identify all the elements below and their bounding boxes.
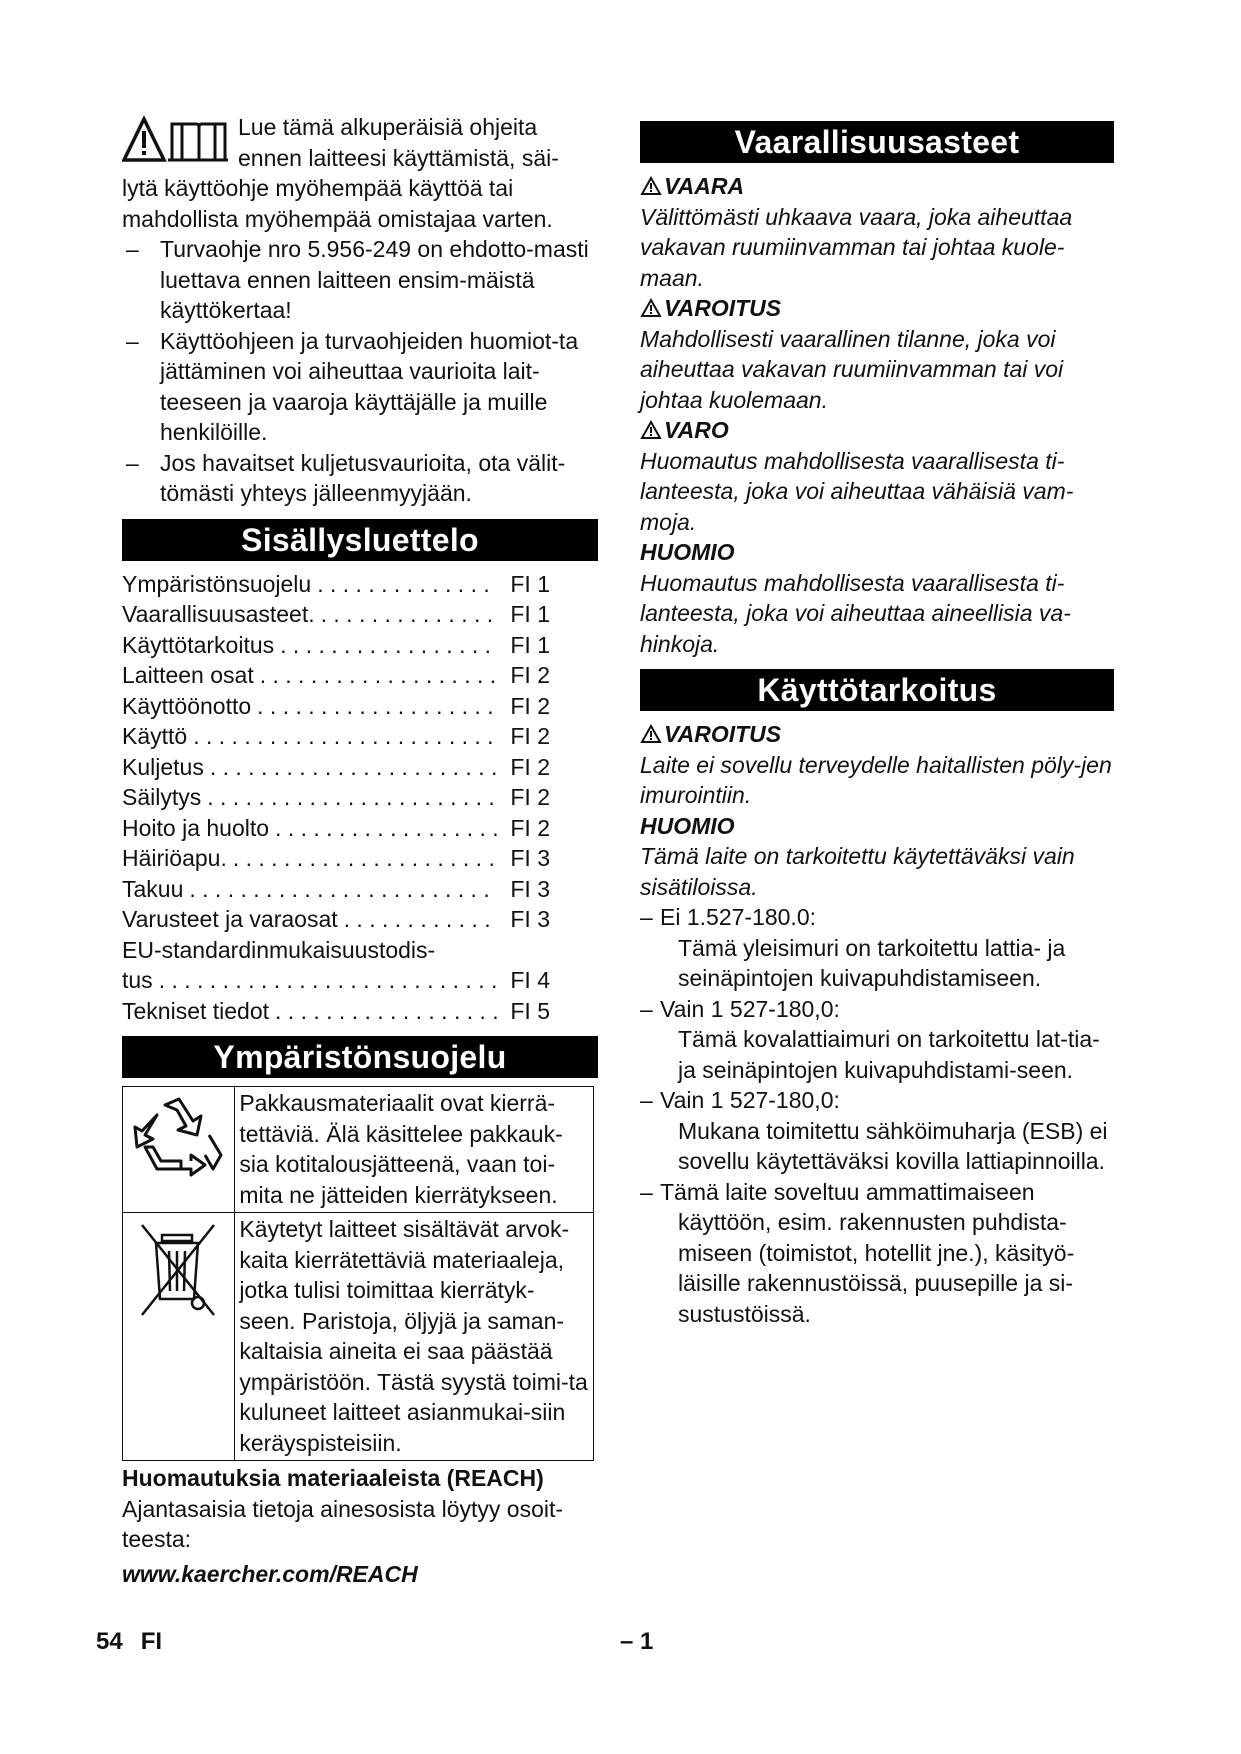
recycle-icon [131,1095,227,1179]
purpose-variant [640,1085,1114,1177]
toc-leader [257,691,498,722]
toc-page: FI 4 [510,967,550,993]
purpose-warning-label-text: VAROITUS [664,721,782,747]
hazard-label-text: HUOMIO [640,539,735,565]
toc-title-eu-line1[interactable]: EU-standardinmukaisuustodis- [122,936,436,963]
hazard-label [640,171,1114,202]
weee-icon-cell [123,1213,235,1461]
warning-triangle-icon [640,298,662,318]
toc-page: FI 1 [510,570,550,597]
variant-head: – Tämä laite soveltuu ammattimaiseen [640,1178,1035,1205]
toc-title: Vaarallisuusasteet. [122,601,315,627]
hazard-item [640,171,1114,293]
toc-heading: Sisällysluettelo [122,519,598,561]
intro-bullet-text: Käyttöohjeen ja turvaohjeiden huomiot-ta jättäminen voi aiheuttaa vaurioita lait-teeseen ja vaaroja käyttäjälle ja muille henkilöille. [160,327,579,445]
toc-title: Hoito ja huolto [122,814,270,841]
toc-title: Laitteen osat [122,662,254,688]
table-of-contents [122,569,598,1027]
variant-body: käyttöön, esim. rakennusten puhdista-miseen (toimistot, hotellit jne.), käsityö-läisille rakennustöissä, puusepille ja si-sustustöissä. [678,1209,1075,1327]
hazard-label-text: VAARA [664,173,745,199]
hazard-item [640,415,1114,537]
recycle-text: Pakkausmateriaalit ovat kierrä-tettäviä. Älä käsittelee pakkauk-sia kotitalousjätteenä, vaan toi-mita ne jätteiden kierrätykseen. [235,1087,594,1213]
toc-page: FI 2 [510,753,550,780]
toc-row[interactable] [122,904,598,935]
warning-triangle-icon [640,420,662,440]
table-row [123,1087,594,1213]
toc-leader [280,630,498,661]
purpose-variant [640,1177,1114,1330]
toc-row[interactable] [122,691,598,722]
left-column [122,112,598,1589]
toc-page: FI 2 [510,723,550,749]
toc-title: Tekniset tiedot [122,997,270,1024]
toc-row[interactable] [122,721,598,752]
hazard-label [640,293,1114,324]
reach-link[interactable]: www.kaercher.com/REACH [122,1560,418,1587]
toc-leader [159,965,498,996]
variant-head: – Vain 1 527-180,0: [640,1087,840,1113]
toc-title: Käyttö [122,723,188,749]
page-number: 54 [96,1628,123,1655]
purpose-variant [640,902,1114,994]
hazard-label [640,537,1114,568]
toc-row[interactable] [122,813,598,844]
hazard-text: Huomautus mahdollisesta vaarallisesta ti-lanteesta, joka voi aiheuttaa aineellisia va-hinkoja. [640,569,1071,657]
intro-bullet: – Turvaohje nro 5.956-249 on ehdotto-masti luettava ennen laitteen ensim-mäistä käyttökertaa! [126,236,589,323]
toc-row[interactable] [122,599,598,630]
variant-head-text: Ei 1.527-180.0: [660,904,817,930]
toc-title: Ympäristönsuojelu [122,570,312,597]
toc-page: FI 2 [510,662,550,688]
toc-page: FI 5 [510,997,550,1024]
right-column [640,112,1114,1329]
variant-head-text: Tämä laite soveltuu ammattimaiseen [660,1178,1035,1205]
toc-page: FI 3 [510,875,550,902]
toc-leader [233,843,498,874]
hazard-text: Välittömästi uhkaava vaara, joka aiheuttaa vakavan ruumiinvamman tai johtaa kuole-maan. [640,203,1073,291]
table-row [123,1213,594,1461]
hazard-text: Mahdollisesti vaarallinen tilanne, joka voi aiheuttaa vakavan ruumiinvamman tai voi johtaa kuolemaan. [640,325,1064,413]
toc-page: FI 2 [510,692,550,719]
toc-row[interactable] [122,843,598,874]
toc-row[interactable] [122,874,598,905]
variant-head-text: Vain 1 527-180,0: [660,995,840,1022]
toc-leader [321,599,498,630]
toc-page: FI 2 [510,814,550,841]
toc-title: Häiriöapu. [122,845,227,871]
toc-row[interactable] [122,782,598,813]
sub-page-number: – 1 [620,1628,654,1655]
hazard-item [640,537,1114,659]
purpose-note-text: Tämä laite on tarkoitettu käytettäväksi vain sisätiloissa. [640,843,1075,900]
recycle-icon-cell [123,1087,235,1213]
hazard-label [640,415,1114,446]
toc-leader [260,660,498,691]
intro-first-line-b: ennen laitteesi käyttämistä, säi- [238,144,559,171]
intro-bullet: – Jos havaitset kuljetusvaurioita, ota välit-tömästi yhteys jälleenmyyjään. [126,449,566,506]
toc-page: FI 3 [510,845,550,871]
hazard-text: Huomautus mahdollisesta vaarallisesta ti-lanteesta, joka voi aiheuttaa vähäisiä vam-moja. [640,447,1074,535]
variant-body: Mukana toimitettu sähköimuharja (ESB) ei sovellu käytettäväksi kovilla lattiapinnoilla. [678,1117,1108,1174]
intro-bullet: – Käyttöohjeen ja turvaohjeiden huomiot-ta jättäminen voi aiheuttaa vaurioita lait-teeseen ja vaaroja käyttäjälle ja muille henkilöille. [126,327,579,445]
purpose-warning-label [640,719,1114,750]
variant-head-text: Vain 1 527-180,0: [660,1087,840,1113]
toc-row[interactable] [122,660,598,691]
toc-title: Takuu [122,875,184,902]
hazard-label-text: VARO [664,417,729,443]
warning-triangle-icon [640,724,662,744]
toc-title: Varusteet ja varaosat [122,906,338,932]
toc-leader [207,782,498,813]
warning-read-manual-icon [122,116,228,164]
toc-page: FI 1 [510,601,550,627]
toc-leader [189,874,498,905]
intro-bullet-text: Turvaohje nro 5.956-249 on ehdotto-masti luettava ennen laitteen ensim-mäistä käyttökertaa! [160,236,589,323]
crossed-out-bin-icon [134,1221,224,1321]
intro-bullet-text: Jos havaitset kuljetusvaurioita, ota välit-tömästi yhteys jälleenmyyjään. [160,449,566,506]
toc-row[interactable] [122,996,598,1027]
toc-row[interactable] [122,630,598,661]
toc-page: FI 3 [510,906,550,932]
page-footer [96,1628,162,1656]
toc-row[interactable] [122,965,598,996]
toc-page: FI 1 [510,631,550,658]
variant-body: Tämä yleisimuri on tarkoitettu lattia- ja seinäpintojen kuivapuhdistamiseen. [678,934,1066,991]
toc-leader [344,904,498,935]
environment-table [122,1086,594,1461]
warning-triangle-icon [640,176,662,196]
toc-page: FI 2 [510,784,550,810]
intro-rest: lytä käyttöohje myöhempää käyttöä tai mahdollista myöhempää omistajaa varten. [122,175,553,232]
purpose-variant [640,994,1114,1086]
toc-row[interactable] [122,569,598,600]
hazard-label-text: VAROITUS [664,295,782,321]
reach-title: Huomautuksia materiaaleista (REACH) [122,1465,544,1491]
purpose-note-label: HUOMIO [640,812,735,839]
toc-title: Käyttöönotto [122,692,252,719]
toc-leader [275,996,498,1027]
hazard-item [640,293,1114,415]
intro-section [122,112,598,509]
variant-head: – Vain 1 527-180,0: [640,995,840,1022]
purpose-warning-text: Laite ei sovellu terveydelle haitallisten pöly-jen imurointiin. [640,751,1112,808]
language-code: FI [140,1628,163,1655]
toc-row[interactable] [122,752,598,783]
reach-text: Ajantasaisia tietoja ainesosista löytyy osoit-teesta: [122,1495,564,1552]
toc-leader [210,752,498,783]
toc-title: tus [122,967,153,993]
variant-head: – Ei 1.527-180.0: [640,904,817,930]
toc-title: Kuljetus [122,753,204,780]
purpose-heading: Käyttötarkoitus [640,669,1114,711]
toc-leader [275,813,498,844]
weee-text: Käytetyt laitteet sisältävät arvok-kaita kierrätettäviä materiaaleja, jotka tulisi toimittaa kierrätyk-seen. Paristoja, öljyjä ja saman-kaltaisia aineita ei saa päästää ympäristöön. Tästä syystä toimi-ta kuluneet laitteet asianmukai-siin keräyspisteisiin. [235,1213,594,1461]
variant-body: Tämä kovalattiaimuri on tarkoitettu lat-tia- ja seinäpintojen kuivapuhdistami-seen. [678,1026,1100,1083]
toc-title: Käyttötarkoitus [122,631,275,658]
toc-leader [317,569,498,600]
environment-heading: Ympäristönsuojelu [122,1036,598,1078]
toc-title: Säilytys [122,784,202,810]
toc-leader [193,721,498,752]
intro-first-line-a: Lue tämä alkuperäisiä ohjeita [238,114,538,140]
hazard-heading: Vaarallisuusasteet [640,121,1114,163]
